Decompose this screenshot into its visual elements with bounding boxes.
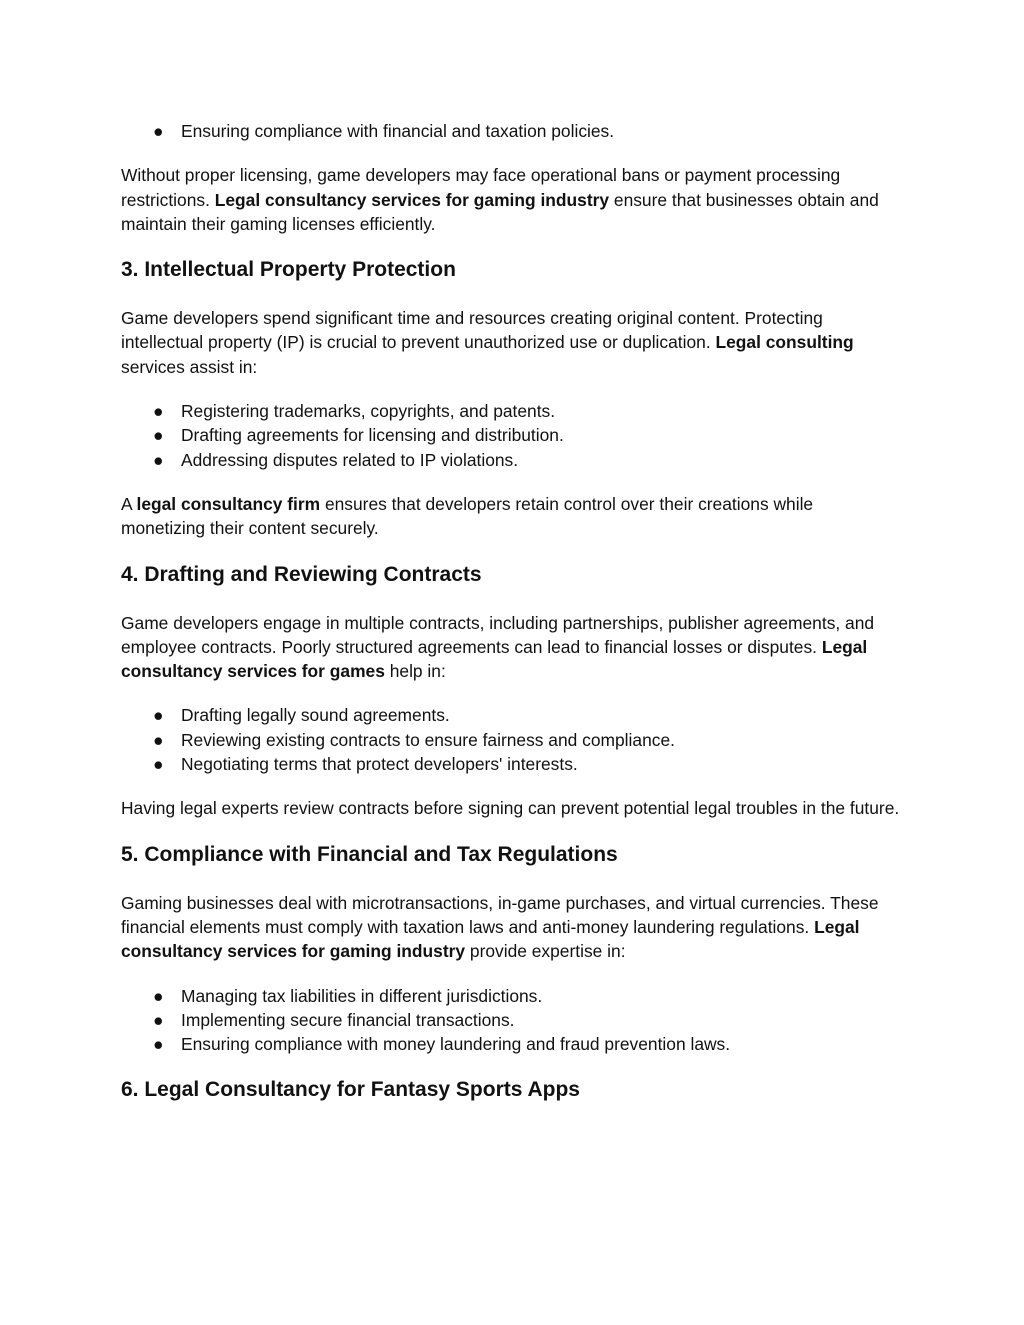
bullet-icon: ●: [153, 754, 164, 775]
bullet-icon: ●: [153, 425, 164, 446]
list-item: ● Ensuring compliance with financial and taxation policies.: [121, 119, 901, 143]
bullet-icon: ●: [153, 985, 164, 1006]
paragraph-licensing: Without proper licensing, game developers may face operational bans or payment processing restrictions. Legal consultancy services for gaming industry ensure that businesses obtain and maintain their gaming licenses efficiently.: [121, 165, 879, 234]
bullet-icon: ●: [153, 729, 164, 750]
bullet-icon: ●: [153, 1034, 164, 1055]
paragraph-contracts: Game developers engage in multiple contracts, including partnerships, publisher agreements, and employee contracts. Poorly structured agreements can lead to financial losses or disputes. Legal consultancy services for games help in:: [121, 612, 875, 682]
paragraph-firm: A legal consultancy firm ensures that developers retain control over their creations while monetizing their content securely.: [121, 493, 814, 539]
bullet-list-top: [121, 119, 901, 143]
bullet-icon: ●: [153, 1009, 164, 1030]
bullet-icon: ●: [153, 705, 164, 726]
list-item: ● Registering trademarks, copyrights, and patents.: [121, 399, 901, 423]
paragraph-finance: Gaming businesses deal with microtransactions, in-game purchases, and virtual currencies. These financial elements must comply with taxation laws and anti-money laundering regulations. Legal consultancy services for gaming industry provide expertise in:: [121, 892, 879, 962]
heading-financial-compliance: 5. Compliance with Financial and Tax Regulations: [121, 842, 618, 866]
heading-fantasy-sports: 6. Legal Consultancy for Fantasy Sports Apps: [121, 1078, 580, 1102]
paragraph-ip: Game developers spend significant time and resources creating original content. Protecting intellectual property (IP) is crucial to prevent unauthorized use or duplication. Legal consulting services assist in:: [121, 308, 854, 377]
list-item: ● Managing tax liabilities in different jurisdictions.: [121, 984, 901, 1008]
paragraph-experts: Having legal experts review contracts before signing can prevent potential legal troubles in the future.: [121, 798, 900, 819]
bullet-icon: ●: [153, 449, 164, 470]
list-item: ● Drafting agreements for licensing and distribution.: [121, 423, 901, 447]
bullet-list-contracts: [121, 703, 901, 776]
bullet-list-ip: [121, 399, 901, 472]
list-item: ● Negotiating terms that protect developers' interests.: [121, 752, 901, 776]
list-item: ● Implementing secure financial transactions.: [121, 1008, 901, 1032]
list-item: ● Drafting legally sound agreements.: [121, 703, 901, 727]
bullet-icon: ●: [153, 401, 164, 422]
list-item: ● Ensuring compliance with money laundering and fraud prevention laws.: [121, 1032, 901, 1056]
bullet-list-finance: [121, 984, 901, 1057]
heading-contracts: 4. Drafting and Reviewing Contracts: [121, 562, 482, 586]
bullet-icon: ●: [153, 121, 164, 141]
list-item: ● Reviewing existing contracts to ensure fairness and compliance.: [121, 728, 901, 752]
heading-ip-protection: 3. Intellectual Property Protection: [121, 258, 456, 282]
list-item: ● Addressing disputes related to IP violations.: [121, 448, 901, 472]
document-page: [121, 119, 901, 1126]
